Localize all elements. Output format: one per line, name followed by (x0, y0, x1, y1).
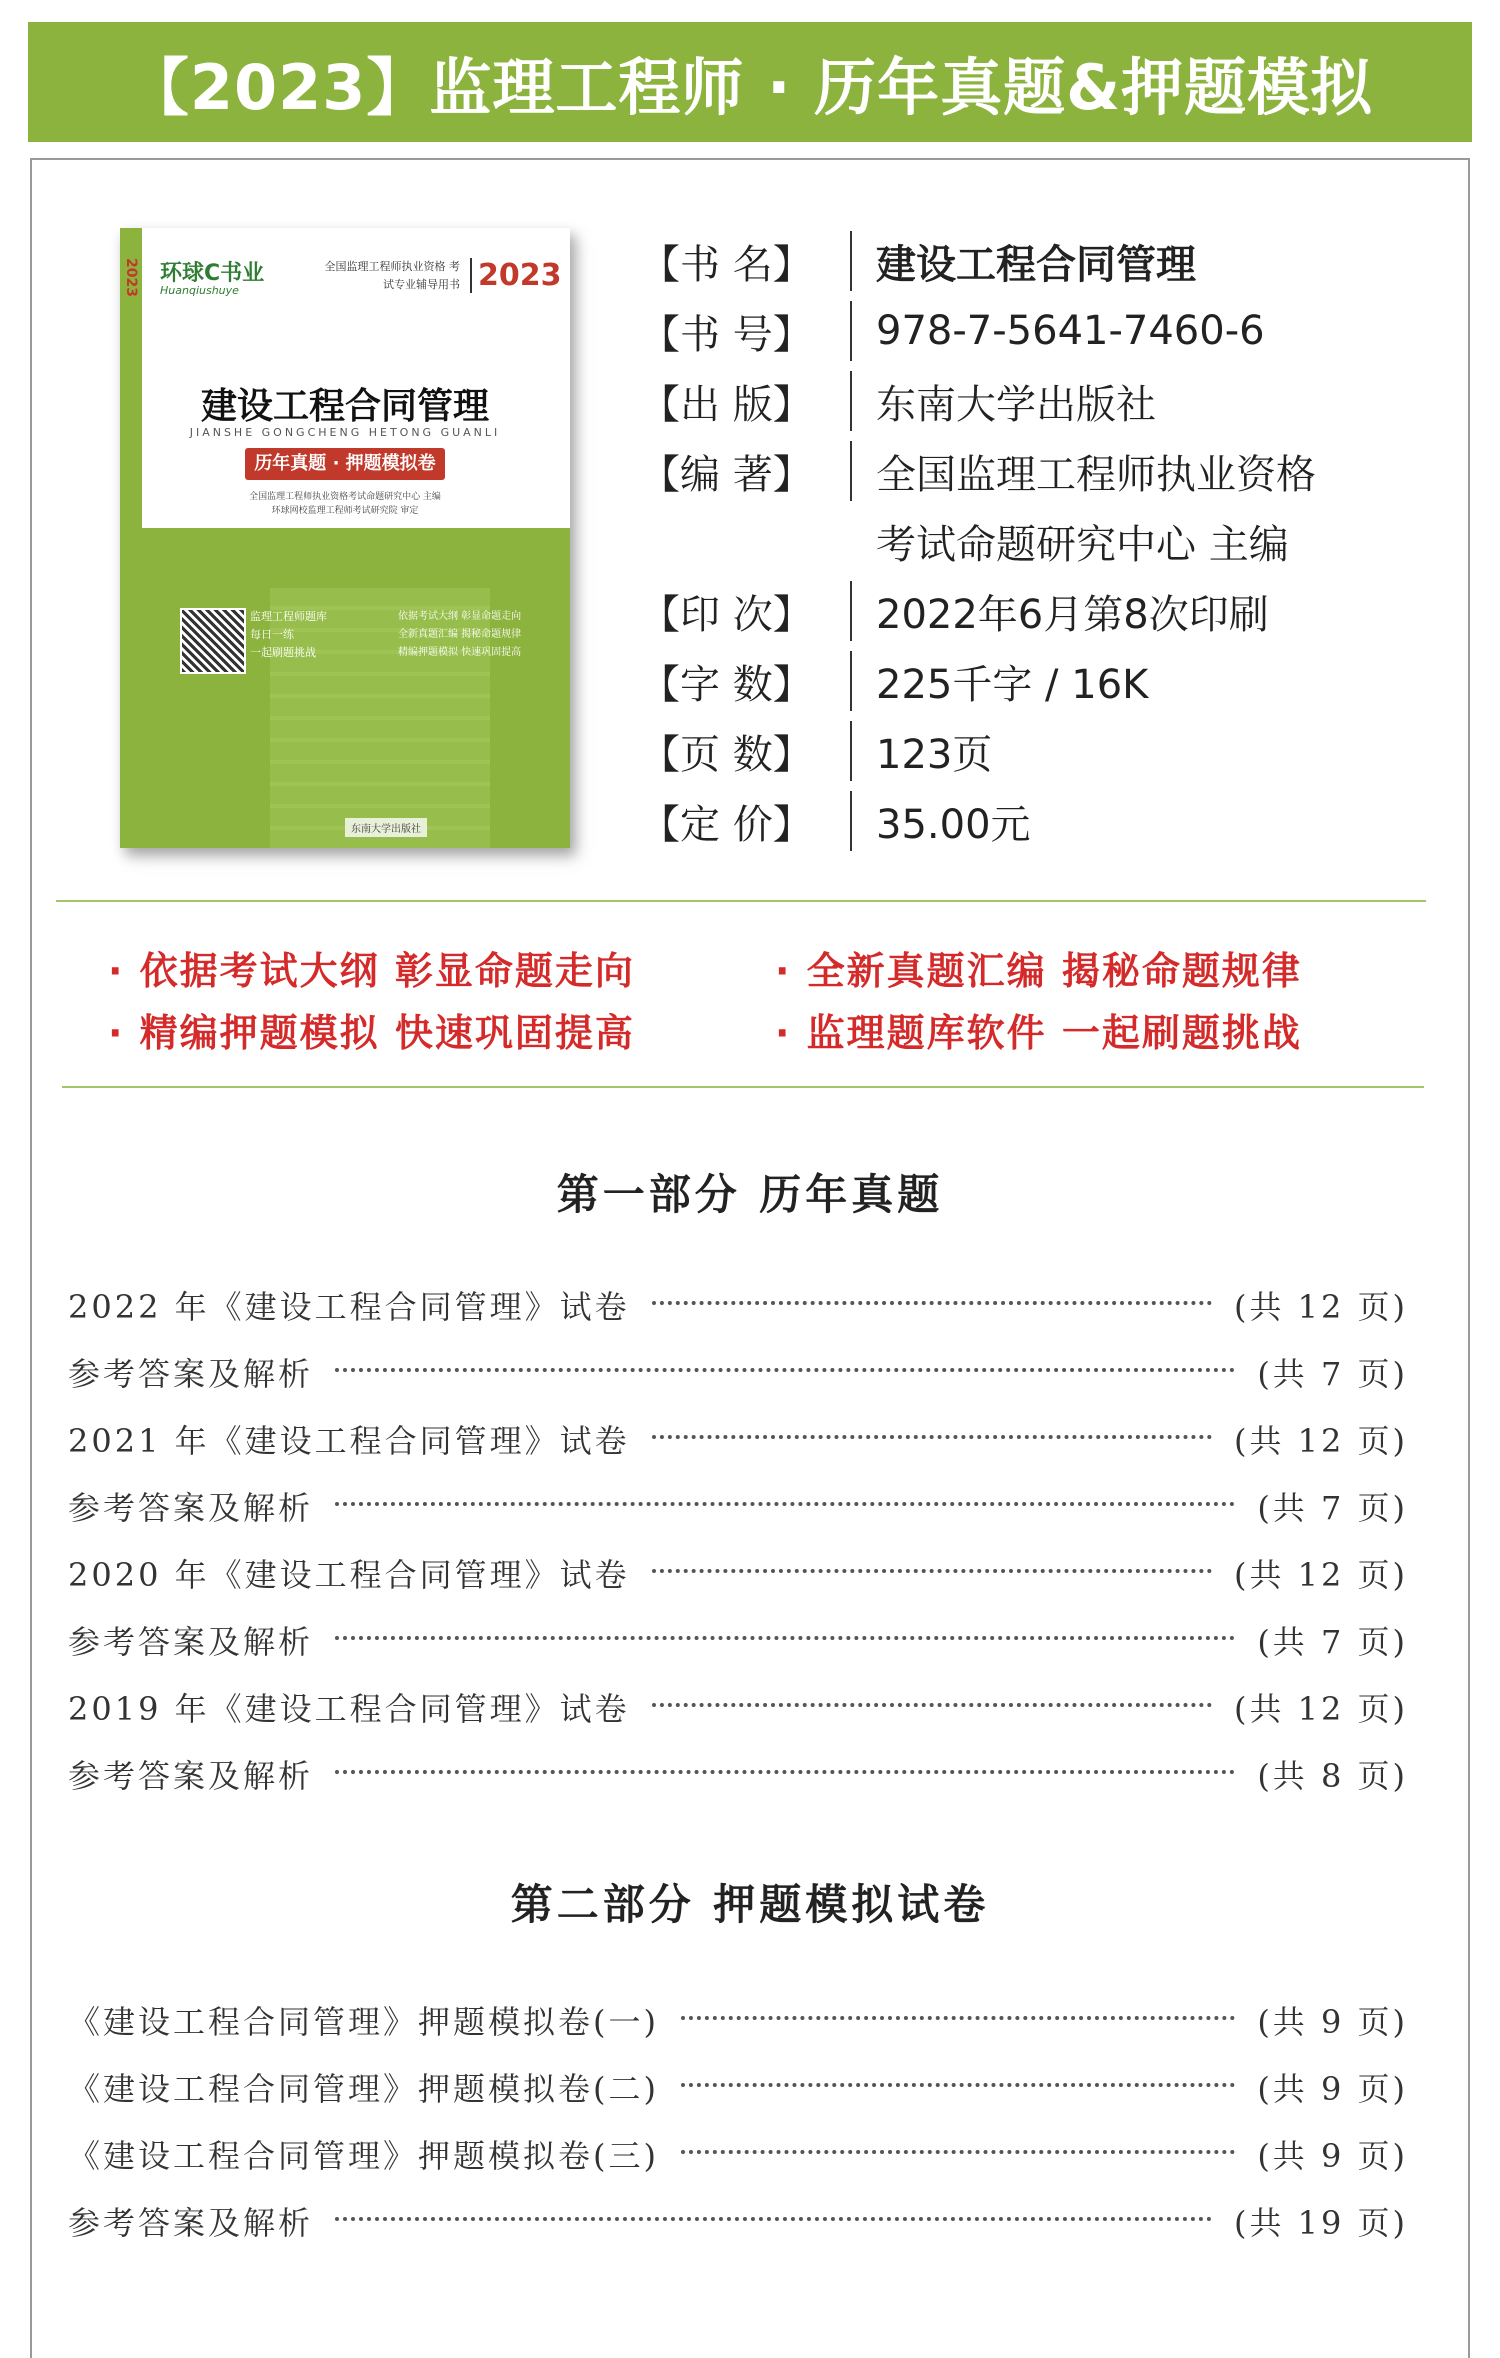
toc-leader-dots (335, 1502, 1235, 1506)
cover-qr-line: 一起刷题挑战 (250, 646, 316, 659)
toc-row (68, 1275, 1408, 1335)
info-label: 【出 版】 (640, 381, 813, 428)
toc-row (68, 1543, 1408, 1603)
toc-leader-dots (335, 1368, 1235, 1372)
section-title-part1: 第一部分 历年真题 (556, 1170, 944, 1219)
feature-item: · 监理题库软件 一起刷题挑战 (775, 1011, 1302, 1055)
cover-spine-year: 2023 (123, 258, 139, 297)
toc-leader-dots (652, 1301, 1212, 1305)
toc-label: 《建设工程合同管理》押题模拟卷(三) (68, 2137, 659, 2175)
info-value: 全国监理工程师执业资格 (876, 451, 1316, 498)
info-label: 【书 名】 (640, 241, 813, 288)
info-row-author-cont (640, 506, 1316, 576)
toc-label: 2021 年《建设工程合同管理》试卷 (68, 1422, 630, 1460)
info-divider (850, 441, 852, 501)
cover-year: 2023 (470, 258, 562, 293)
cover-bullets (398, 608, 521, 662)
toc-row (68, 1476, 1408, 1536)
info-divider (850, 791, 852, 851)
info-label: 【定 价】 (640, 801, 813, 848)
toc-pages: (共 9 页) (1257, 2137, 1408, 2175)
banner-title: 【2023】监理工程师 · 历年真题&押题模拟 (126, 50, 1374, 124)
toc-leader-dots (652, 1569, 1212, 1573)
cover-pinyin: JIANSHE GONGCHENG HETONG GUANLI (189, 426, 501, 439)
toc-pages: (共 12 页) (1233, 1556, 1408, 1594)
toc-leader-dots (681, 2083, 1235, 2087)
info-row-wordcount (640, 646, 1316, 716)
toc-leader-dots (335, 1636, 1235, 1640)
info-value: 建设工程合同管理 (876, 241, 1196, 288)
toc-row (68, 1990, 1408, 2050)
toc-pages: (共 12 页) (1233, 1288, 1408, 1326)
toc-leader-dots (335, 2217, 1212, 2221)
info-value: 123页 (876, 731, 993, 778)
info-value: 2022年6月第8次印刷 (876, 591, 1269, 638)
cover-qr-line: 监理工程师题库 (250, 610, 327, 623)
info-label: 【编 著】 (640, 451, 813, 498)
toc-label: 参考答案及解析 (68, 1489, 314, 1527)
toc-pages: (共 12 页) (1233, 1690, 1408, 1728)
cover-qr-text (250, 608, 327, 662)
toc-label: 参考答案及解析 (68, 1355, 314, 1393)
info-divider (850, 721, 852, 781)
toc-label: 2019 年《建设工程合同管理》试卷 (68, 1690, 630, 1728)
toc-row (68, 2191, 1408, 2251)
info-row-price (640, 786, 1316, 856)
toc-pages: (共 7 页) (1257, 1489, 1408, 1527)
cover-title: 建设工程合同管理 (200, 386, 489, 427)
info-divider (850, 511, 852, 571)
toc-row (68, 1610, 1408, 1670)
toc-row (68, 1409, 1408, 1469)
toc-leader-dots (681, 2016, 1235, 2020)
cover-tag: 历年真题 · 押题模拟卷 (245, 448, 445, 480)
info-value: 东南大学出版社 (876, 381, 1156, 428)
info-label: 【印 次】 (640, 591, 813, 638)
cover-bullet: 全新真题汇编 揭秘命题规律 (398, 629, 522, 640)
section-title-part2: 第二部分 押题模拟试卷 (510, 1880, 990, 1929)
toc-label: 参考答案及解析 (68, 1757, 314, 1795)
info-value: 考试命题研究中心 主编 (876, 521, 1289, 568)
info-divider (850, 651, 852, 711)
info-row-author (640, 436, 1316, 506)
info-row-print (640, 576, 1316, 646)
info-divider (850, 581, 852, 641)
toc-leader-dots (652, 1435, 1212, 1439)
book-info-table (640, 226, 1316, 856)
toc-pages: (共 7 页) (1257, 1355, 1408, 1393)
toc-label: 参考答案及解析 (68, 1623, 314, 1661)
toc-pages: (共 8 页) (1257, 1757, 1408, 1795)
info-row-isbn (640, 296, 1316, 366)
info-row-title (640, 226, 1316, 296)
title-banner (28, 22, 1472, 142)
cover-editor-line: 全国监理工程师执业资格考试命题研究中心 主编 (249, 492, 441, 502)
info-label: 【字 数】 (640, 661, 813, 708)
toc-leader-dots (652, 1703, 1212, 1707)
cover-logo-sub: Huanqiushuye (160, 284, 239, 297)
cover-spine (120, 228, 142, 848)
info-label: 【书 号】 (640, 311, 813, 358)
toc-label: 2022 年《建设工程合同管理》试卷 (68, 1288, 630, 1326)
info-value: 35.00元 (876, 801, 1031, 848)
info-value: 225千字 / 16K (876, 661, 1149, 708)
feature-item: · 精编押题模拟 快速巩固提高 (108, 1011, 635, 1055)
cover-logo: 环球C书业 (160, 261, 265, 286)
feature-item: · 全新真题汇编 揭秘命题规律 (775, 949, 1302, 993)
toc-pages: (共 9 页) (1257, 2003, 1408, 2041)
toc-pages: (共 9 页) (1257, 2070, 1408, 2108)
toc-label: 参考答案及解析 (68, 2204, 314, 2242)
toc-label: 《建设工程合同管理》押题模拟卷(一) (68, 2003, 659, 2041)
info-divider (850, 231, 852, 291)
info-divider (850, 301, 852, 361)
cover-bullet: 依据考试大纲 彰显命题走向 (398, 611, 522, 622)
toc-row (68, 2057, 1408, 2117)
toc-pages: (共 19 页) (1233, 2204, 1408, 2242)
info-divider (850, 371, 852, 431)
info-label: 【页 数】 (640, 731, 813, 778)
toc-label: 《建设工程合同管理》押题模拟卷(二) (68, 2070, 659, 2108)
toc-row (68, 1677, 1408, 1737)
info-row-pages (640, 716, 1316, 786)
toc-leader-dots (335, 1770, 1235, 1774)
cover-qr-line: 每日一练 (250, 628, 294, 641)
toc-pages: (共 12 页) (1233, 1422, 1408, 1460)
book-cover-image (120, 228, 570, 848)
info-row-publisher (640, 366, 1316, 436)
toc-row (68, 2124, 1408, 2184)
toc-row (68, 1342, 1408, 1402)
cover-editor (120, 490, 570, 518)
cover-series: 全国监理工程师执业资格 考试专业辅导用书 (324, 260, 460, 291)
divider-top (56, 900, 1426, 902)
cover-reviewer-line: 环球网校监理工程师考试研究院 审定 (271, 506, 419, 516)
cover-bullet: 精编押题模拟 快速巩固提高 (398, 647, 522, 658)
toc-row (68, 1744, 1408, 1804)
divider-bottom (62, 1086, 1424, 1088)
toc-pages: (共 7 页) (1257, 1623, 1408, 1661)
info-value: 978-7-5641-7460-6 (876, 308, 1265, 354)
feature-item: · 依据考试大纲 彰显命题走向 (108, 949, 635, 993)
toc-label: 2020 年《建设工程合同管理》试卷 (68, 1556, 630, 1594)
toc-leader-dots (681, 2150, 1235, 2154)
cover-publisher: 东南大学出版社 (345, 818, 427, 837)
qr-code-icon (180, 608, 246, 674)
